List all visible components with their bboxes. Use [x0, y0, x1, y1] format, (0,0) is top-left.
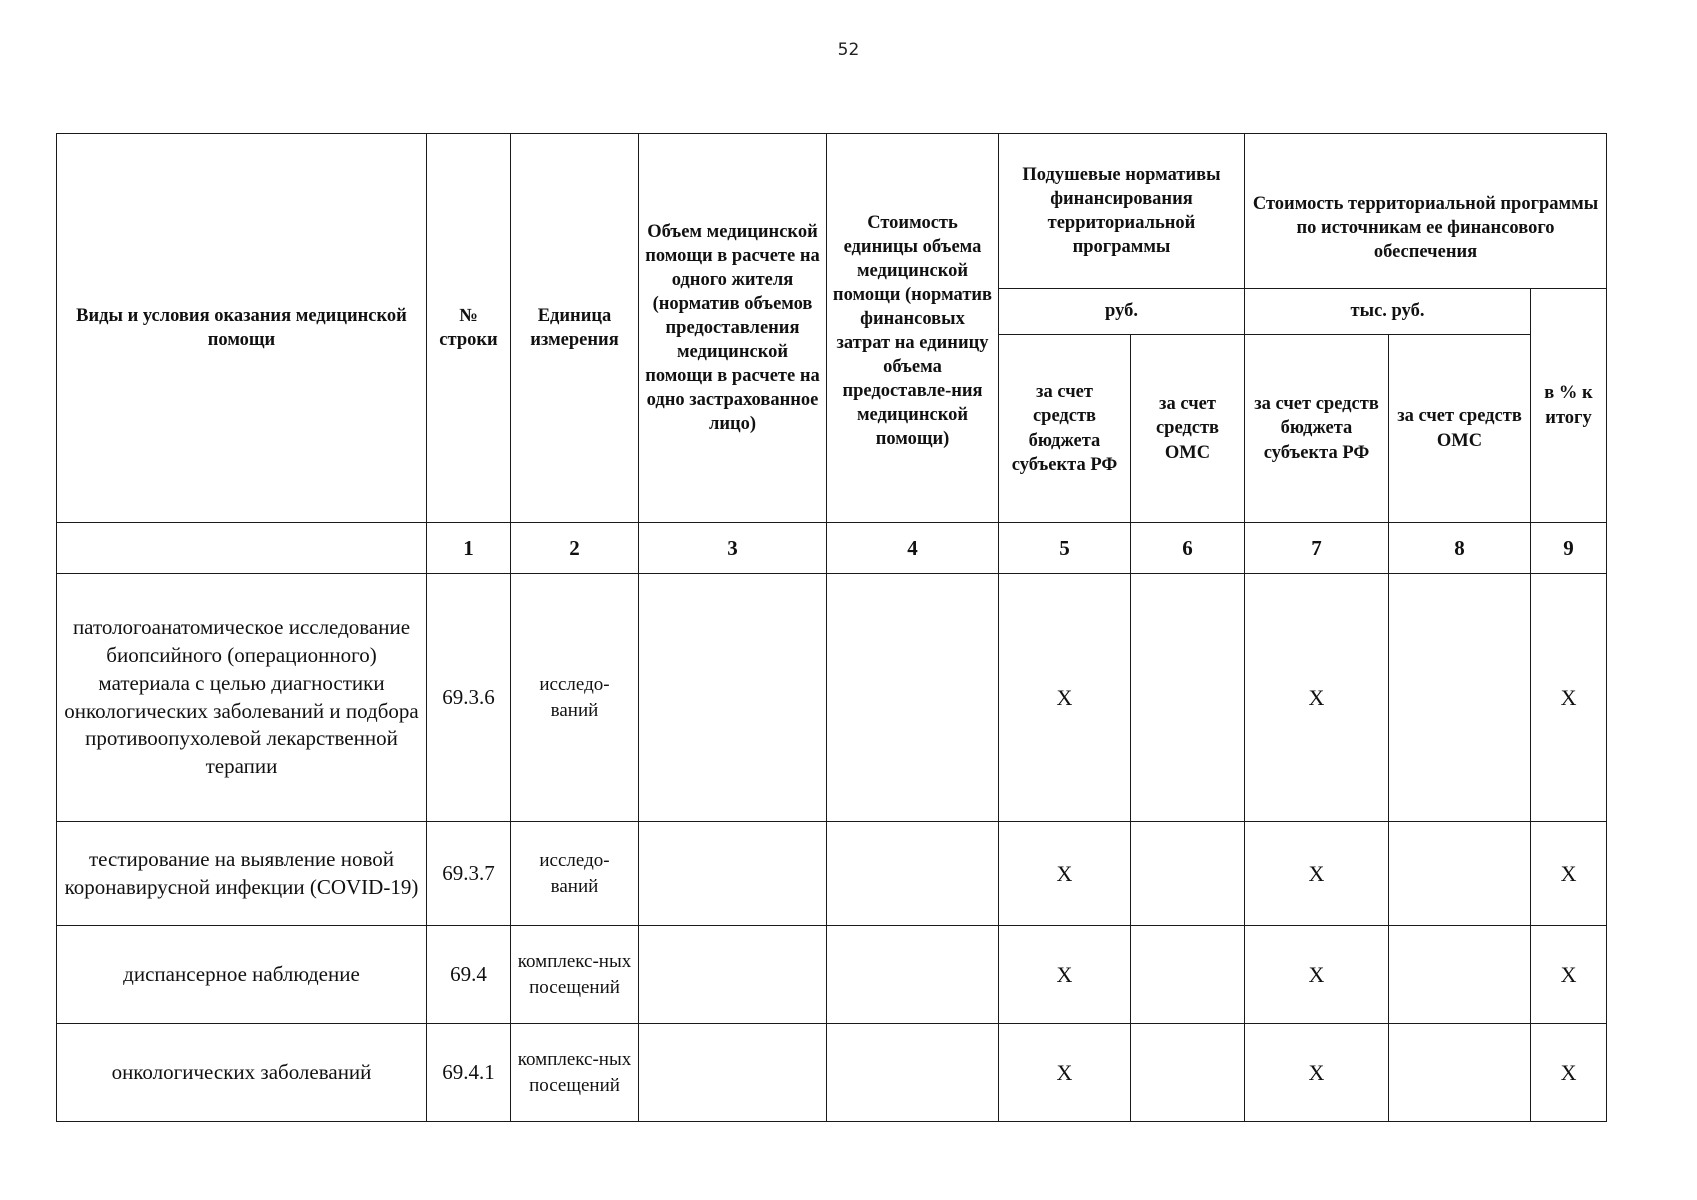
cell-unit-cost	[827, 574, 999, 822]
cell-budget-rub: X	[999, 926, 1131, 1024]
cell-unit-cost	[827, 926, 999, 1024]
cell-volume	[639, 822, 827, 926]
column-number: 3	[639, 523, 827, 574]
row-unit: комплекс-ных посещений	[511, 926, 639, 1024]
cell-budget-thousand: X	[1245, 822, 1389, 926]
cell-oms-rub	[1131, 574, 1245, 822]
header-thousand-rub: тыс. руб.	[1245, 289, 1531, 335]
cell-percent-total: X	[1531, 822, 1607, 926]
cell-budget-rub: X	[999, 822, 1131, 926]
row-code: 69.3.6	[427, 574, 511, 822]
row-name: патологоанатомическое исследование биопсийного (операционного) материала с целью диагностики онкологических заболеваний и подбора противоопухолевой лекарственной терапии	[57, 574, 427, 822]
header-kind: Виды и условия оказания медицинской помощи	[57, 134, 427, 523]
row-unit: исследо-ваний	[511, 822, 639, 926]
page-number: 52	[837, 40, 860, 60]
header-volume: Объем медицинской помощи в расчете на одного жителя (норматив объемов предоставления медицинской помощи в расчете на одно застрахованное лицо)	[639, 134, 827, 523]
header-row-no: № строки	[427, 134, 511, 523]
financing-table	[56, 133, 1607, 1122]
row-unit: комплекс-ных посещений	[511, 1024, 639, 1122]
header-oms-thousand: за счет средств ОМС	[1389, 335, 1531, 523]
row-code: 69.4	[427, 926, 511, 1024]
row-unit: исследо-ваний	[511, 574, 639, 822]
row-name: диспансерное наблюдение	[57, 926, 427, 1024]
header-unit: Единица измерения	[511, 134, 639, 523]
cell-oms-thousand	[1389, 926, 1531, 1024]
cell-budget-thousand: X	[1245, 926, 1389, 1024]
cell-budget-rub: X	[999, 574, 1131, 822]
header-rub: руб.	[999, 289, 1245, 335]
column-number: 8	[1389, 523, 1531, 574]
cell-unit-cost	[827, 1024, 999, 1122]
cell-oms-rub	[1131, 926, 1245, 1024]
cell-budget-thousand: X	[1245, 574, 1389, 822]
column-number: 4	[827, 523, 999, 574]
cell-oms-rub	[1131, 1024, 1245, 1122]
column-number: 9	[1531, 523, 1607, 574]
table-row	[57, 822, 1607, 926]
cell-oms-thousand	[1389, 574, 1531, 822]
header-unit-cost: Стоимость единицы объема медицинской помощи (норматив финансовых затрат на единицу объема предоставле-ния медицинской помощи)	[827, 134, 999, 523]
cell-budget-rub: X	[999, 1024, 1131, 1122]
header-program-cost: Стоимость территориальной программы по источникам ее финансового обеспечения	[1245, 134, 1607, 289]
cell-oms-thousand	[1389, 1024, 1531, 1122]
table-row	[57, 926, 1607, 1024]
cell-percent-total: X	[1531, 926, 1607, 1024]
table-row	[57, 574, 1607, 822]
cell-budget-thousand: X	[1245, 1024, 1389, 1122]
cell-oms-rub	[1131, 822, 1245, 926]
column-number: 7	[1245, 523, 1389, 574]
cell-percent-total: X	[1531, 574, 1607, 822]
header-oms-rub: за счет средств ОМС	[1131, 335, 1245, 523]
table-row	[57, 1024, 1607, 1122]
header-budget-rub: за счет средств бюджета субъекта РФ	[999, 335, 1131, 523]
column-number: 6	[1131, 523, 1245, 574]
cell-unit-cost	[827, 822, 999, 926]
cell-volume	[639, 1024, 827, 1122]
column-number: 5	[999, 523, 1131, 574]
cell-volume	[639, 926, 827, 1024]
column-number-empty	[57, 523, 427, 574]
row-code: 69.4.1	[427, 1024, 511, 1122]
header-percent-total: в % к итогу	[1531, 289, 1607, 523]
header-per-capita: Подушевые нормативы финансирования территориальной программы	[999, 134, 1245, 289]
row-name: онкологических заболеваний	[57, 1024, 427, 1122]
cell-volume	[639, 574, 827, 822]
column-number: 2	[511, 523, 639, 574]
row-code: 69.3.7	[427, 822, 511, 926]
column-number-row	[57, 523, 1607, 574]
row-name: тестирование на выявление новой коронавирусной инфекции (COVID-19)	[57, 822, 427, 926]
cell-percent-total: X	[1531, 1024, 1607, 1122]
cell-oms-thousand	[1389, 822, 1531, 926]
header-budget-thousand: за счет средств бюджета субъекта РФ	[1245, 335, 1389, 523]
column-number: 1	[427, 523, 511, 574]
